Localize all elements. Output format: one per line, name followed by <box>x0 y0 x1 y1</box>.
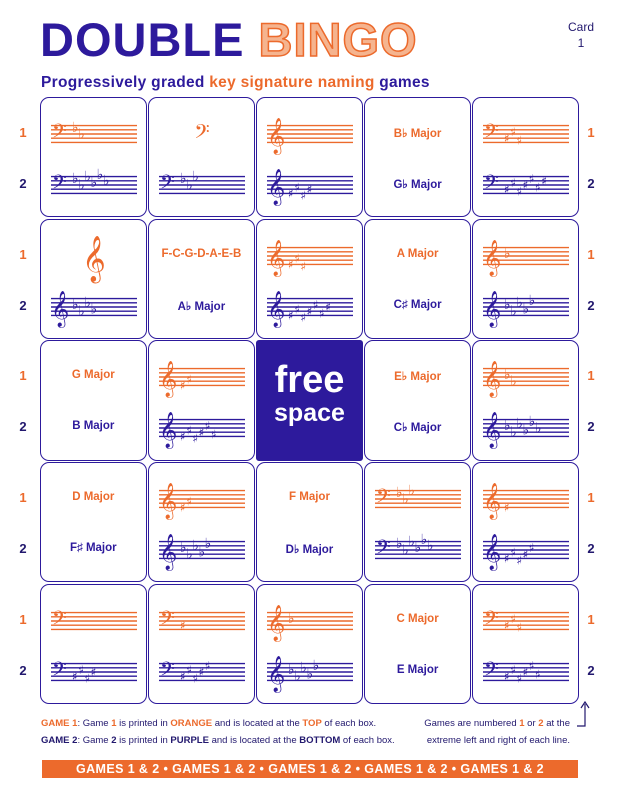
treble-clef-icon: 𝄞 <box>267 118 286 154</box>
key-name-game1: C Major <box>396 612 439 625</box>
note-text: Games are numbered <box>424 718 520 729</box>
row-label-game1-left: 1 <box>19 246 27 262</box>
treble-clef-icon: 𝄞 <box>159 534 178 571</box>
sharp-icon: ♯ <box>516 184 523 199</box>
row-label-game2-right: 2 <box>587 297 595 313</box>
staff-game2 <box>267 656 353 693</box>
flat-icon: ♭ <box>90 175 98 192</box>
flat-icon: ♭ <box>516 416 524 433</box>
bass-clef-icon: 𝄢 <box>484 658 500 685</box>
staff-game2 <box>483 412 569 449</box>
bingo-cell[interactable] <box>472 584 579 704</box>
sharp-icon: ♯ <box>192 671 199 686</box>
sharp-icon: ♯ <box>198 425 205 440</box>
flat-icon: ♭ <box>78 303 85 320</box>
staff-game2 <box>51 659 137 686</box>
note-text: at the <box>543 718 570 729</box>
sharp-icon: ♯ <box>504 551 511 566</box>
flat-icon: ♭ <box>504 296 511 313</box>
bingo-cell[interactable] <box>148 584 255 704</box>
flat-icon: ♭ <box>421 531 428 548</box>
staff-game1 <box>51 608 137 634</box>
note-text: : Game <box>77 734 112 746</box>
bass-clef-icon: 𝄢 <box>484 172 500 198</box>
treble-clef-icon: 𝄞 <box>159 412 178 449</box>
sharp-icon: ♯ <box>288 257 294 272</box>
staff-game2 <box>483 659 569 686</box>
up-arrow-icon <box>575 700 593 730</box>
flat-icon: ♭ <box>504 245 511 262</box>
treble-clef-icon: 𝄞 <box>267 604 286 641</box>
row-label-game2-right: 2 <box>587 541 595 557</box>
treble-clef-icon: 𝄞 <box>483 534 502 571</box>
flat-icon: ♭ <box>186 177 193 194</box>
staff-game2 <box>483 172 569 199</box>
sharp-icon: ♯ <box>180 618 186 633</box>
row-label-game1-left: 1 <box>19 368 27 384</box>
flat-icon: ♭ <box>408 482 416 499</box>
flat-icon: ♭ <box>522 422 530 439</box>
key-name-game2: G♭ Major <box>393 179 442 191</box>
sharp-icon: ♯ <box>294 301 301 316</box>
cell-notation <box>149 220 256 340</box>
sharp-icon: ♯ <box>504 500 511 515</box>
treble-clef-icon: 𝄞 <box>483 239 502 276</box>
bingo-cell[interactable] <box>40 340 147 460</box>
note-number: 1 <box>111 718 117 729</box>
bass-clef-icon: 𝄢 <box>160 658 175 685</box>
game2-label: GAME 2 <box>41 734 78 746</box>
flat-icon: ♭ <box>96 166 104 183</box>
row-label-game2-right: 2 <box>587 662 595 678</box>
row-label-game2-left: 2 <box>19 541 27 557</box>
key-name-game2: B Major <box>72 420 115 433</box>
sharp-icon: ♯ <box>72 669 78 684</box>
key-name-game1: G Major <box>71 369 115 382</box>
staff-game2 <box>483 291 569 328</box>
bingo-cell[interactable] <box>148 219 255 339</box>
sharp-icon: ♯ <box>186 662 193 677</box>
row-label-game1-right: 1 <box>587 611 595 627</box>
free-space[interactable] <box>256 340 363 460</box>
staff-game2 <box>159 412 245 449</box>
staff-game2 <box>267 291 353 328</box>
game1-label: GAME 1 <box>41 718 78 729</box>
flat-icon: ♭ <box>192 538 200 555</box>
numbering-note <box>424 716 570 749</box>
bingo-cell[interactable] <box>40 462 147 582</box>
title-bingo: BINGO <box>258 13 418 66</box>
subtitle-part: Progressively graded <box>41 74 210 91</box>
sharp-icon: ♯ <box>78 662 85 677</box>
staff-game2 <box>267 169 353 206</box>
note-number: 2 <box>538 718 544 729</box>
flat-icon: ♭ <box>535 420 542 437</box>
subtitle <box>41 74 430 92</box>
note-color: PURPLE <box>170 734 209 746</box>
row-label-game2-left: 2 <box>19 297 27 313</box>
flat-icon: ♭ <box>103 173 110 190</box>
key-name-game1: E♭ Major <box>394 371 442 384</box>
sharp-icon: ♯ <box>180 500 186 515</box>
sharp-icon: ♯ <box>180 669 186 684</box>
cell-notation <box>257 585 364 705</box>
flat-icon: ♭ <box>396 485 403 502</box>
bingo-cell[interactable] <box>256 462 363 582</box>
card-number <box>568 19 594 51</box>
staff-game1 <box>375 483 461 512</box>
row-label-game1-right: 1 <box>587 125 595 140</box>
staff-game1 <box>159 361 245 398</box>
key-name-game1: F Major <box>289 491 330 504</box>
flat-icon: ♭ <box>402 491 410 508</box>
flat-icon: ♭ <box>408 533 416 550</box>
sharp-icon: ♯ <box>204 419 211 434</box>
cell-notation <box>257 463 364 583</box>
sharp-icon: ♯ <box>510 125 517 140</box>
sharp-icon: ♯ <box>180 429 186 444</box>
row-label-game2-left: 2 <box>19 176 27 191</box>
bass-clef-icon: 𝄢 <box>52 658 67 685</box>
flat-icon: ♭ <box>72 120 79 136</box>
row-label-game2-right: 2 <box>587 419 595 435</box>
subtitle-accent: key signature naming <box>209 74 375 91</box>
card-value: 1 <box>577 36 585 51</box>
treble-clef-icon: 𝄞 <box>267 655 286 692</box>
bingo-cell[interactable] <box>472 462 579 582</box>
sharp-icon: ♯ <box>510 176 517 191</box>
note-text: of each box. <box>340 734 395 746</box>
bass-clef-icon: 𝄢 <box>194 120 210 148</box>
cell-notation <box>149 585 256 705</box>
row-label-game1-left: 1 <box>19 490 27 506</box>
treble-clef-icon: 𝄞 <box>159 361 178 398</box>
game1-note <box>41 716 395 733</box>
note-number: 2 <box>111 734 117 746</box>
flat-icon: ♭ <box>510 373 518 390</box>
staff-game2 <box>51 291 137 328</box>
key-name-game2: C♭ Major <box>393 422 442 435</box>
sharp-icon: ♯ <box>300 188 307 203</box>
staff-game1 <box>483 608 569 635</box>
sharp-icon: ♯ <box>535 667 542 682</box>
sharp-icon: ♯ <box>319 306 325 321</box>
flat-icon: ♭ <box>294 668 301 685</box>
note-position: TOP <box>302 718 322 729</box>
note-text: of each box. <box>321 718 377 729</box>
sharp-icon: ♯ <box>510 545 517 560</box>
bingo-cell[interactable] <box>256 219 363 339</box>
sharp-icon: ♯ <box>504 618 511 633</box>
bingo-cell[interactable] <box>472 97 579 217</box>
note-text: is printed in <box>116 718 171 729</box>
treble-clef-icon: 𝄞 <box>483 483 502 520</box>
sharp-icon: ♯ <box>288 308 294 323</box>
cell-notation <box>41 98 148 218</box>
flat-icon: ♭ <box>396 536 403 553</box>
cell-notation <box>365 585 472 705</box>
cell-notation <box>365 341 472 461</box>
bass-clef-icon: 𝄢 <box>160 607 175 634</box>
cell-notation <box>473 341 580 461</box>
sharp-icon: ♯ <box>529 541 536 556</box>
flat-icon: ♭ <box>84 294 92 311</box>
flat-icon: ♭ <box>204 536 212 553</box>
games-banner: GAMES 1 & 2 • GAMES 1 & 2 • GAMES 1 & 2 • GAMES 1 & 2 • GAMES 1 & 2 <box>42 760 578 778</box>
cell-notation <box>365 220 472 340</box>
card-label: Card <box>567 20 594 34</box>
bass-clef-icon: 𝄢 <box>52 121 67 147</box>
bass-clef-icon: 𝄢 <box>484 121 500 147</box>
cell-notation <box>149 341 256 461</box>
treble-clef-icon: 𝄞 <box>483 290 502 327</box>
note-text: and is located at the <box>208 734 300 746</box>
cell-notation <box>473 585 580 705</box>
sharp-icon: ♯ <box>504 669 511 684</box>
sharp-icon: ♯ <box>541 174 548 188</box>
sharp-icon: ♯ <box>312 297 319 312</box>
staff-game1 <box>483 121 569 148</box>
cell-notation <box>257 98 364 218</box>
flat-icon: ♭ <box>72 296 79 313</box>
sharp-icon: ♯ <box>294 250 301 265</box>
note-position: BOTTOM <box>299 734 341 746</box>
bingo-cell[interactable] <box>40 219 147 339</box>
game2-note <box>41 733 395 750</box>
note-color: ORANGE <box>170 718 213 729</box>
flat-icon: ♭ <box>427 538 434 555</box>
bass-clef-icon: 𝄢 <box>52 607 67 634</box>
key-name-game2: E Major <box>396 663 439 676</box>
sharp-icon: ♯ <box>84 671 91 686</box>
note-number: 1 <box>519 718 525 729</box>
cell-notation <box>365 98 472 218</box>
bingo-cell[interactable] <box>472 219 579 339</box>
staff-game1 <box>267 118 353 155</box>
flat-icon: ♭ <box>192 168 200 185</box>
sharp-icon: ♯ <box>516 553 523 568</box>
flat-icon: ♭ <box>306 666 314 683</box>
sharp-icon: ♯ <box>90 664 97 679</box>
bingo-cell[interactable] <box>364 219 471 339</box>
flat-icon: ♭ <box>529 414 536 431</box>
bingo-cell[interactable] <box>256 97 363 217</box>
sharp-icon: ♯ <box>300 259 307 274</box>
treble-clef-icon: 𝄞 <box>82 235 106 282</box>
sharp-icon: ♯ <box>504 182 511 197</box>
bingo-cell[interactable] <box>40 584 147 704</box>
flat-icon: ♭ <box>186 546 193 563</box>
sharp-icon: ♯ <box>510 611 517 626</box>
sharp-icon: ♯ <box>325 299 332 314</box>
cell-notation <box>365 463 472 583</box>
treble-clef-icon: 𝄞 <box>483 361 502 398</box>
treble-clef-icon: 𝄞 <box>267 239 286 276</box>
free-space-text <box>257 361 362 426</box>
key-name-game1: B♭ Major <box>393 128 442 140</box>
note-text: and is located at the <box>212 718 303 729</box>
sharp-icon: ♯ <box>516 133 523 148</box>
key-name-game2: A♭ Major <box>177 300 226 313</box>
bingo-cell[interactable] <box>148 340 255 460</box>
flat-icon: ♭ <box>90 301 98 318</box>
bass-clef-icon: 𝄢 <box>52 172 67 198</box>
sharp-icon: ♯ <box>204 658 211 673</box>
flat-icon: ♭ <box>78 126 85 143</box>
row-label-game1-right: 1 <box>587 368 595 384</box>
staff-game1 <box>483 240 569 277</box>
staff-game2 <box>51 167 137 198</box>
bingo-cell[interactable] <box>364 462 471 582</box>
sharp-icon: ♯ <box>535 180 542 195</box>
staff-game1 <box>483 361 569 398</box>
key-name-game1: A Major <box>396 247 439 260</box>
staff-game2 <box>483 534 569 571</box>
row-label-game2-right: 2 <box>587 176 595 191</box>
row-label-game2-left: 2 <box>19 662 27 678</box>
treble-clef-icon: 𝄞 <box>267 290 286 327</box>
bass-clef-icon: 𝄢 <box>160 172 175 198</box>
staff-game1 <box>267 240 353 277</box>
sharp-icon: ♯ <box>180 378 186 393</box>
staff-game2 <box>159 534 245 571</box>
key-name-game1: D Major <box>72 491 115 504</box>
key-name-game1: F-C-G-D-A-E-B <box>161 247 242 260</box>
sharp-icon: ♯ <box>288 186 294 201</box>
cell-notation <box>473 98 580 218</box>
bingo-grid <box>40 97 578 705</box>
row-label-game1-left: 1 <box>19 125 27 140</box>
sharp-icon: ♯ <box>186 494 193 509</box>
sharp-icon: ♯ <box>192 432 199 447</box>
sharp-icon: ♯ <box>186 372 193 387</box>
key-name-game2: C♯ Major <box>393 298 442 311</box>
row-label-game2-left: 2 <box>19 419 27 435</box>
cell-notation <box>41 463 148 583</box>
staff-game1 <box>483 483 569 520</box>
cell-notation <box>473 220 580 340</box>
flat-icon: ♭ <box>504 418 511 435</box>
staff-game1 <box>267 605 353 642</box>
cell-notation <box>473 463 580 583</box>
sharp-icon: ♯ <box>516 671 523 686</box>
flat-icon: ♭ <box>510 303 518 320</box>
row-label-game1-right: 1 <box>587 246 595 262</box>
sharp-icon: ♯ <box>529 658 536 673</box>
sharp-icon: ♯ <box>522 547 529 562</box>
flat-icon: ♭ <box>288 661 295 678</box>
cell-notation <box>41 220 148 340</box>
space-label: space <box>274 399 345 428</box>
sharp-icon: ♯ <box>300 310 307 325</box>
flat-icon: ♭ <box>198 544 206 561</box>
treble-clef-icon: 𝄞 <box>483 412 502 449</box>
bass-clef-icon: 𝄢 <box>376 537 392 564</box>
bingo-cell[interactable] <box>364 97 471 217</box>
flat-icon: ♭ <box>72 171 79 187</box>
key-name-game2: D♭ Major <box>285 544 334 557</box>
note-text: is printed in <box>116 734 171 746</box>
treble-clef-icon: 𝄞 <box>159 483 178 520</box>
cell-notation <box>257 220 364 340</box>
sharp-icon: ♯ <box>198 664 205 679</box>
free-label: free <box>274 359 345 402</box>
cell-notation <box>149 463 256 583</box>
flat-icon: ♭ <box>402 542 410 559</box>
cell-notation <box>41 341 148 461</box>
staff-game2 <box>159 169 245 198</box>
bingo-cell[interactable] <box>148 462 255 582</box>
cell-notation <box>149 98 256 218</box>
flat-icon: ♭ <box>288 610 295 627</box>
bingo-cell[interactable] <box>472 340 579 460</box>
subtitle-part: games <box>374 74 430 91</box>
bingo-cell[interactable] <box>364 584 471 704</box>
sharp-icon: ♯ <box>529 171 536 186</box>
flat-icon: ♭ <box>522 301 530 318</box>
key-name-game2: F♯ Major <box>69 542 117 555</box>
bingo-cell[interactable] <box>256 584 363 704</box>
note-text: : Game <box>77 718 112 729</box>
treble-clef-icon: 𝄞 <box>267 169 286 205</box>
staff-game1 <box>159 483 245 520</box>
sharp-icon: ♯ <box>504 131 511 146</box>
note-text: or <box>524 718 539 729</box>
flat-icon: ♭ <box>180 171 187 187</box>
row-label-game1-right: 1 <box>587 490 595 506</box>
flat-icon: ♭ <box>312 657 320 674</box>
numbering-line1 <box>424 716 570 733</box>
title-double: DOUBLE <box>40 13 245 66</box>
treble-clef-icon: 𝄞 <box>51 290 70 327</box>
sharp-icon: ♯ <box>522 664 529 679</box>
bingo-cell[interactable] <box>148 97 255 217</box>
flat-icon: ♭ <box>510 424 518 441</box>
cell-notation <box>41 585 148 705</box>
bass-clef-icon: 𝄢 <box>376 486 392 513</box>
sharp-icon: ♯ <box>294 180 301 195</box>
sharp-icon: ♯ <box>211 427 217 442</box>
flat-icon: ♭ <box>78 177 85 194</box>
flat-icon: ♭ <box>180 540 187 557</box>
flat-icon: ♭ <box>504 367 511 384</box>
bass-clef-icon: 𝄢 <box>484 607 500 634</box>
bingo-cell[interactable] <box>40 97 147 217</box>
numbering-line2: extreme left and right of each line. <box>426 734 570 746</box>
flat-icon: ♭ <box>529 292 536 309</box>
flat-icon: ♭ <box>300 659 308 676</box>
row-label-game1-left: 1 <box>19 611 27 627</box>
sharp-icon: ♯ <box>522 178 529 193</box>
staff-game1 <box>159 608 245 634</box>
game-instructions <box>41 716 395 749</box>
flat-icon: ♭ <box>414 540 422 557</box>
flat-icon: ♭ <box>84 168 92 185</box>
sharp-icon: ♯ <box>516 620 523 635</box>
flat-icon: ♭ <box>516 294 524 311</box>
bingo-cell[interactable] <box>364 340 471 460</box>
sharp-icon: ♯ <box>186 423 193 438</box>
staff-game2 <box>159 659 245 686</box>
page-title <box>40 13 418 66</box>
staff-game2 <box>375 532 461 563</box>
sharp-icon: ♯ <box>306 182 313 197</box>
sharp-icon: ♯ <box>510 662 517 677</box>
sharp-icon: ♯ <box>306 304 313 319</box>
staff-game1 <box>51 120 137 147</box>
